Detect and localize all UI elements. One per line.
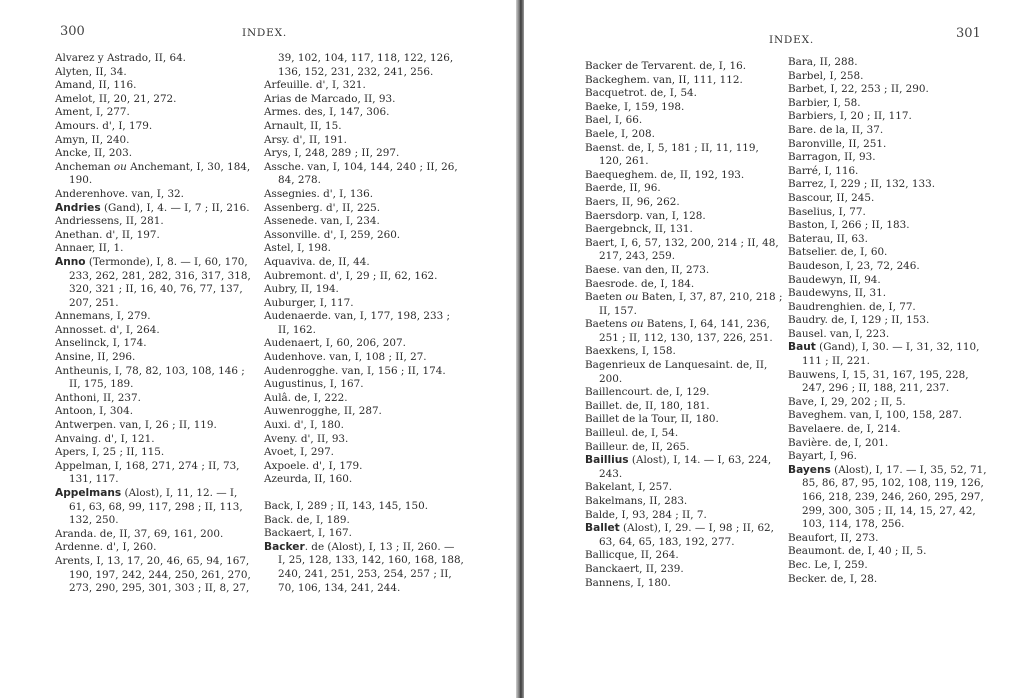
entry-text: Bacquetrot. de, I, 54. xyxy=(585,87,697,100)
index-entry xyxy=(264,202,464,216)
entry-name: Ancheman xyxy=(55,160,114,173)
entry-text: Appelman, I, 168, 271, 274 ; II, 73, 131, 117. xyxy=(55,459,240,486)
entry-text: Baersdorp. van, I, 128. xyxy=(585,209,706,222)
entry-text: Anselinck, I, 174. xyxy=(55,337,147,350)
right-page-header: INDEX. xyxy=(769,34,815,46)
entry-text: Baudeson, I, 23, 72, 246. xyxy=(788,259,920,272)
index-entry xyxy=(585,549,785,563)
entry-text: Audenhove. van, I, 108 ; II, 27. xyxy=(264,351,427,364)
entry-text: Annemans, I, 279. xyxy=(55,310,151,323)
entry-references: (Alost), I, 29. — I, 98 ; II, 62, 63, 64, 65, 183, 192, 277. xyxy=(599,522,774,548)
index-entry xyxy=(264,446,464,460)
entry-text: Amand, II, 116. xyxy=(55,79,137,92)
index-entry xyxy=(585,278,785,292)
index-entry xyxy=(585,223,785,237)
entry-references: Anchemant, I, 30, 184, 190. xyxy=(69,160,251,187)
entry-text: Bascour, II, 245. xyxy=(788,191,875,204)
index-entry xyxy=(788,369,988,396)
index-entry xyxy=(264,527,464,541)
entry-text: Annaer, II, 1. xyxy=(55,242,124,255)
index-entry xyxy=(788,233,988,247)
entry-references: Batens, I, 64, 141, 236, 251 ; II, 112, 130, 137, 226, 251. xyxy=(599,318,773,344)
entry-text: Amyn, II, 240. xyxy=(55,133,130,146)
entry-text: Barrez, I, 229 ; II, 132, 133. xyxy=(788,178,936,191)
entry-text: Arents, I, 13, 17, 20, 46, 65, 94, 167, 190, 197, 242, 244, 250, 261, 270, 273, 290, 295, 301, 303 ; II, 8, 27, xyxy=(55,554,251,595)
entry-name: Baetens xyxy=(585,318,631,331)
index-entry xyxy=(788,314,988,328)
index-entry xyxy=(585,400,785,414)
entry-text: Audenrogghe. van, I, 156 ; II, 174. xyxy=(264,364,446,377)
index-entry xyxy=(788,545,988,559)
entry-text: Bave, I, 29, 202 ; II, 5. xyxy=(788,395,906,408)
index-entry xyxy=(264,161,464,188)
entry-text: Arias de Marcado, II, 93. xyxy=(264,92,396,105)
entry-text: Bauwens, I, 15, 31, 167, 195, 228, 247, 296 ; II, 188, 211, 237. xyxy=(788,368,969,395)
entry-text: Aranda. de, II, 37, 69, 161, 200. xyxy=(55,527,224,540)
entry-text: Baers, II, 96, 262. xyxy=(585,195,680,208)
index-entry xyxy=(585,60,785,74)
index-entry xyxy=(264,351,464,365)
entry-text: Amours. d', I, 179. xyxy=(55,119,153,132)
entry-conjunction: ou xyxy=(113,160,127,173)
index-entry xyxy=(55,310,255,324)
index-entry xyxy=(264,215,464,229)
index-entry xyxy=(264,514,464,528)
index-entry xyxy=(264,188,464,202)
entry-text: Bannens, I, 180. xyxy=(585,576,671,589)
entry-text: Antwerpen. van, I, 26 ; II, 119. xyxy=(55,419,217,432)
index-entry xyxy=(788,70,988,84)
index-entry xyxy=(55,405,255,419)
entry-text: Baudry. de, I, 129 ; II, 153. xyxy=(788,314,930,327)
entry-text: Baele, I, 208. xyxy=(585,127,655,140)
entry-family-name: Bayens xyxy=(788,463,831,476)
entry-text: Baudewyn, II, 94. xyxy=(788,273,881,286)
entry-text: Backer de Tervarent. de, I, 16. xyxy=(585,60,747,72)
entry-references: (Alost), I, 11, 12. — I, 61, 63, 68, 99, 117, 298 ; II, 113, 132, 250. xyxy=(69,487,243,527)
entry-text: Anthoni, II, 237. xyxy=(55,391,141,404)
index-entry xyxy=(788,423,988,437)
index-entry xyxy=(585,509,785,523)
index-entry xyxy=(788,437,988,451)
index-entry xyxy=(264,487,464,500)
entry-name: Baeten xyxy=(585,291,626,304)
entry-references: (Gand), I, 30. — I, 31, 32, 110, 111 ; II, 221. xyxy=(802,341,980,368)
entry-references: . de (Alost), I, 13 ; II, 260. — I, 25, 128, 133, 142, 160, 168, 188, 240, 241, 251, 253, 254, 257 ; II, 70, 106, 134, 241, 244. xyxy=(278,540,464,594)
index-entry xyxy=(788,328,988,342)
index-entry xyxy=(264,242,464,256)
entry-text: Baexkens, I, 158. xyxy=(585,345,676,358)
entry-text: Alyten, II, 34. xyxy=(55,65,127,78)
entry-family-name: Appelmans xyxy=(55,487,122,499)
index-entry xyxy=(55,188,255,202)
index-entry xyxy=(264,270,464,284)
index-entry xyxy=(55,392,255,406)
index-entry xyxy=(55,365,255,392)
index-entry xyxy=(55,134,255,148)
index-entry xyxy=(585,182,785,196)
index-entry xyxy=(788,206,988,220)
entry-text: Auwenrogghe, II, 287. xyxy=(264,405,382,418)
index-entry xyxy=(264,433,464,447)
index-entry xyxy=(585,413,785,427)
index-entry xyxy=(585,495,785,509)
entry-text: Bec. Le, I, 259. xyxy=(788,558,868,571)
entry-conjunction: ou xyxy=(630,318,644,331)
index-entry xyxy=(585,101,785,115)
entry-text: Antoon, I, 304. xyxy=(55,405,134,418)
index-entry xyxy=(788,110,988,124)
left-column-2 xyxy=(264,52,464,595)
entry-text: Amelot, II, 20, 21, 272. xyxy=(55,92,177,105)
entry-text: Anvaing. d', I, 121. xyxy=(55,432,155,445)
index-entry xyxy=(55,93,255,107)
index-entry xyxy=(585,454,785,481)
entry-text: Antheunis, I, 78, 82, 103, 108, 146 ; II, 175, 189. xyxy=(55,364,245,391)
index-entry xyxy=(55,555,255,596)
index-entry xyxy=(585,359,785,386)
index-entry xyxy=(585,142,785,169)
index-entry xyxy=(55,487,255,528)
index-entry xyxy=(264,365,464,379)
entry-references: (Termonde), I, 8. — I, 60, 170, 233, 262, 281, 282, 316, 317, 318, 320, 321 ; II, 16, 40, 76, 77, 137, 207, 251. xyxy=(69,255,251,309)
entry-text: Barbet, I, 22, 253 ; II, 290. xyxy=(788,83,929,96)
entry-text: Aubry, II, 194. xyxy=(264,283,339,296)
index-entry xyxy=(585,196,785,210)
entry-text: Ansine, II, 296. xyxy=(55,351,136,364)
entry-text: Assenede. van, I, 234. xyxy=(264,215,380,228)
right-column-1 xyxy=(585,60,785,590)
index-entry xyxy=(788,151,988,165)
book-gutter xyxy=(516,0,524,698)
right-page-number: 301 xyxy=(956,26,981,41)
entry-text: Bael, I, 66. xyxy=(585,114,643,127)
entry-text: Andriessens, II, 281. xyxy=(55,215,164,228)
index-entry xyxy=(585,345,785,359)
index-entry xyxy=(585,386,785,400)
index-entry xyxy=(264,120,464,134)
index-entry xyxy=(55,256,255,310)
index-entry xyxy=(585,318,785,345)
entry-text: Ancke, II, 203. xyxy=(55,147,133,160)
left-page-number: 300 xyxy=(60,24,85,39)
index-entry xyxy=(264,460,464,474)
entry-text: Balde, I, 93, 284 ; II, 7. xyxy=(585,508,707,521)
entry-text: Armes. des, I, 147, 306. xyxy=(264,106,390,119)
entry-text: Arys, I, 248, 289 ; II, 297. xyxy=(264,147,400,160)
entry-text: Backeghem. van, II, 111, 112. xyxy=(585,73,743,86)
entry-text: Baese. van den, II, 273. xyxy=(585,263,710,276)
entry-text: Ardenne. d', I, 260. xyxy=(55,541,157,554)
entry-text: Bara, II, 288. xyxy=(788,56,858,68)
index-entry xyxy=(55,52,255,66)
index-entry xyxy=(585,210,785,224)
entry-text: Assche. van, I, 104, 144, 240 ; II, 26, 84, 278. xyxy=(264,160,458,187)
index-entry xyxy=(788,165,988,179)
entry-text: Baston, I, 266 ; II, 183. xyxy=(788,219,910,232)
entry-text: Aubremont. d', I, 29 ; II, 62, 162. xyxy=(264,269,438,282)
index-entry xyxy=(264,283,464,297)
entry-text: Audenaerde. van, I, 177, 198, 233 ; II, 162. xyxy=(264,310,450,336)
entry-text: Bagenrieux de Lanquesaint. de, II, 200. xyxy=(585,359,768,385)
index-entry xyxy=(788,246,988,260)
index-entry xyxy=(264,541,464,595)
index-entry xyxy=(55,324,255,338)
index-entry xyxy=(585,237,785,264)
index-entry xyxy=(55,460,255,487)
entry-text: Ballicque, II, 264. xyxy=(585,549,679,562)
index-entry xyxy=(788,83,988,97)
index-entry xyxy=(264,405,464,419)
index-entry xyxy=(55,161,255,188)
entry-text: Bayart, I, 96. xyxy=(788,450,857,463)
entry-text: Batselier. de, I, 60. xyxy=(788,246,888,259)
index-entry xyxy=(264,392,464,406)
index-entry xyxy=(55,419,255,433)
index-entry xyxy=(585,577,785,591)
index-entry xyxy=(788,124,988,138)
index-entry xyxy=(55,337,255,351)
entry-text: Bakelmans, II, 283. xyxy=(585,495,688,507)
entry-text: Banckaert, II, 239. xyxy=(585,562,684,575)
index-entry xyxy=(788,260,988,274)
index-entry xyxy=(585,87,785,101)
index-entry xyxy=(264,229,464,243)
entry-text: Apers, I, 25 ; II, 115. xyxy=(55,446,165,459)
index-entry xyxy=(585,522,785,549)
entry-text: Baterau, II, 63. xyxy=(788,232,868,245)
entry-text: Alvarez y Astrado, II, 64. xyxy=(55,52,186,64)
entry-text: Anethan. d', II, 197. xyxy=(55,228,160,241)
index-entry xyxy=(788,56,988,70)
entry-text: Baronville, II, 251. xyxy=(788,137,887,150)
entry-text: Barbier, I, 58. xyxy=(788,96,861,109)
entry-text: Arnault, II, 15. xyxy=(264,119,342,132)
left-column-1 xyxy=(55,52,255,596)
index-entry xyxy=(788,396,988,410)
entry-family-name: Baillius xyxy=(585,454,629,467)
index-entry xyxy=(264,500,464,514)
index-entry xyxy=(264,473,464,487)
entry-text: Assegnies. d', I, 136. xyxy=(264,187,374,200)
index-entry xyxy=(264,297,464,311)
entry-references: (Gand), I, 4. — I, 7 ; II, 216. xyxy=(100,201,250,214)
index-entry xyxy=(788,409,988,423)
index-entry xyxy=(264,79,464,93)
index-entry xyxy=(55,229,255,243)
entry-text: Annosset. d', I, 264. xyxy=(55,323,160,336)
entry-text: Augustinus, I, 167. xyxy=(264,378,364,391)
index-entry xyxy=(585,427,785,441)
index-entry xyxy=(788,138,988,152)
entry-text: Auxi. d', I, 180. xyxy=(264,419,344,432)
index-entry xyxy=(788,178,988,192)
entry-text: Baesrode. de, I, 184. xyxy=(585,277,695,290)
index-entry xyxy=(788,341,988,368)
index-entry xyxy=(585,441,785,455)
entry-text: Aulâ. de, I, 222. xyxy=(264,391,348,404)
index-entry xyxy=(264,106,464,120)
index-entry xyxy=(585,114,785,128)
entry-text: Baenst. de, I, 5, 181 ; II, 11, 119, 120, 261. xyxy=(585,141,759,168)
index-entry xyxy=(55,528,255,542)
index-entry xyxy=(55,215,255,229)
entry-text: Audenaert, I, 60, 206, 207. xyxy=(264,337,406,350)
index-entry xyxy=(788,559,988,573)
entry-text: Baudewyns, II, 31. xyxy=(788,287,887,300)
index-entry xyxy=(585,169,785,183)
entry-text: Azeurda, II, 160. xyxy=(264,473,353,486)
entry-text: Assenberg. d', II, 225. xyxy=(264,201,381,214)
entry-text: Baert, I, 6, 57, 132, 200, 214 ; II, 48, 217, 243, 259. xyxy=(585,236,779,263)
entry-text: Baillet de la Tour, II, 180. xyxy=(585,413,719,426)
index-entry xyxy=(55,120,255,134)
entry-references: (Alost), I, 17. — I, 35, 52, 71, 85, 86, 87, 95, 102, 108, 119, 126, 166, 218, 239, 246, 260, 295, 297, 299, 300, 305 ; II, 14, 15, 27, 42, 103, 114, 178, 256. xyxy=(802,463,987,531)
index-entry xyxy=(264,147,464,161)
entry-family-name: Backer xyxy=(264,540,305,553)
entry-text: Auburger, I, 117. xyxy=(264,296,354,309)
entry-text: Baselius, I, 77. xyxy=(788,205,866,218)
entry-conjunction: ou xyxy=(625,291,639,304)
entry-text: Baillet. de, II, 180, 181. xyxy=(585,399,710,412)
index-entry xyxy=(55,106,255,120)
entry-text: Astel, I, 198. xyxy=(264,242,331,255)
entry-text: Bavière. de, I, 201. xyxy=(788,436,889,449)
entry-references: (Alost), I, 14. — I, 63, 224, 243. xyxy=(599,454,772,480)
index-entry xyxy=(788,301,988,315)
entry-family-name: Baut xyxy=(788,341,816,354)
entry-text: Backaert, I, 167. xyxy=(264,527,352,540)
entry-text: Baergebnck, II, 131. xyxy=(585,223,693,236)
entry-text: Baudrenghien. de, I, 77. xyxy=(788,300,916,313)
index-entry xyxy=(55,433,255,447)
entry-references: Baten, I, 37, 87, 210, 218 ; II, 157. xyxy=(599,291,783,317)
index-entry xyxy=(264,256,464,270)
entry-text: Back. de, I, 189. xyxy=(264,513,350,526)
index-entry xyxy=(788,450,988,464)
index-entry xyxy=(55,242,255,256)
index-entry xyxy=(55,202,255,216)
entry-text: Anderenhove. van, I, 32. xyxy=(55,187,184,200)
entry-text: Ament, I, 277. xyxy=(55,106,130,119)
entry-text: Aquaviva. de, II, 44. xyxy=(264,255,370,268)
entry-text: Assonville. d', I, 259, 260. xyxy=(264,228,401,241)
entry-text: Bailleul. de, I, 54. xyxy=(585,427,679,440)
index-entry xyxy=(55,446,255,460)
index-entry xyxy=(585,128,785,142)
entry-text: Back, I, 289 ; II, 143, 145, 150. xyxy=(264,500,429,512)
entry-text: Aveny. d', II, 93. xyxy=(264,432,349,445)
index-entry xyxy=(788,219,988,233)
index-entry xyxy=(264,310,464,337)
entry-family-name: Andries xyxy=(55,201,101,214)
index-entry xyxy=(585,563,785,577)
index-entry xyxy=(788,573,988,587)
entry-text: Becker. de, I, 28. xyxy=(788,572,878,585)
entry-family-name: Ballet xyxy=(585,522,620,535)
entry-family-name: Anno xyxy=(55,255,86,268)
index-entry xyxy=(585,481,785,495)
index-entry xyxy=(55,351,255,365)
entry-text: Arsy. d', II, 191. xyxy=(264,133,347,146)
index-entry xyxy=(788,287,988,301)
index-entry xyxy=(264,52,464,79)
index-entry xyxy=(264,378,464,392)
index-entry xyxy=(585,264,785,278)
index-entry xyxy=(788,532,988,546)
index-entry xyxy=(55,66,255,80)
entry-text: Bavelaere. de, I, 214. xyxy=(788,423,901,436)
index-entry xyxy=(788,192,988,206)
entry-text: Beaumont. de, I, 40 ; II, 5. xyxy=(788,545,927,558)
left-page-header: INDEX. xyxy=(242,27,288,39)
entry-text: Bausel. van, I, 223. xyxy=(788,327,890,340)
index-entry xyxy=(788,274,988,288)
entry-text: Arfeuille. d', I, 321. xyxy=(264,79,366,92)
entry-text: Axpoele. d', I, 179. xyxy=(264,459,363,472)
right-page xyxy=(524,0,1024,698)
entry-text: Barré, I, 116. xyxy=(788,164,859,177)
index-entry xyxy=(788,97,988,111)
entry-text: Barragon, II, 93. xyxy=(788,151,876,164)
entry-text: Baeke, I, 159, 198. xyxy=(585,100,685,113)
index-entry xyxy=(264,419,464,433)
index-entry xyxy=(585,291,785,318)
entry-text: Baerde, II, 96. xyxy=(585,182,661,195)
entry-text: Avoet, I, 297. xyxy=(264,446,334,459)
right-column-2 xyxy=(788,56,988,586)
entry-text: Baveghem. van, I, 100, 158, 287. xyxy=(788,409,962,422)
entry-text: Baillencourt. de, I, 129. xyxy=(585,386,710,399)
index-entry xyxy=(55,79,255,93)
index-entry xyxy=(264,337,464,351)
index-entry xyxy=(55,147,255,161)
index-entry xyxy=(585,74,785,88)
entry-text: Beaufort, II, 273. xyxy=(788,531,879,544)
index-entry xyxy=(55,541,255,555)
entry-text: Bare. de la, II, 37. xyxy=(788,123,884,136)
entry-text: Bailleur. de, II, 265. xyxy=(585,440,690,453)
entry-text: 39, 102, 104, 117, 118, 122, 126, 136, 152, 231, 232, 241, 256. xyxy=(278,52,454,78)
entry-text: Baequeghem. de, II, 192, 193. xyxy=(585,168,745,181)
index-entry xyxy=(264,134,464,148)
index-entry xyxy=(264,93,464,107)
entry-text: Bakelant, I, 257. xyxy=(585,481,673,494)
index-entry xyxy=(788,464,988,532)
entry-text: Barbel, I, 258. xyxy=(788,69,864,82)
entry-text: Barbiers, I, 20 ; II, 117. xyxy=(788,110,912,123)
